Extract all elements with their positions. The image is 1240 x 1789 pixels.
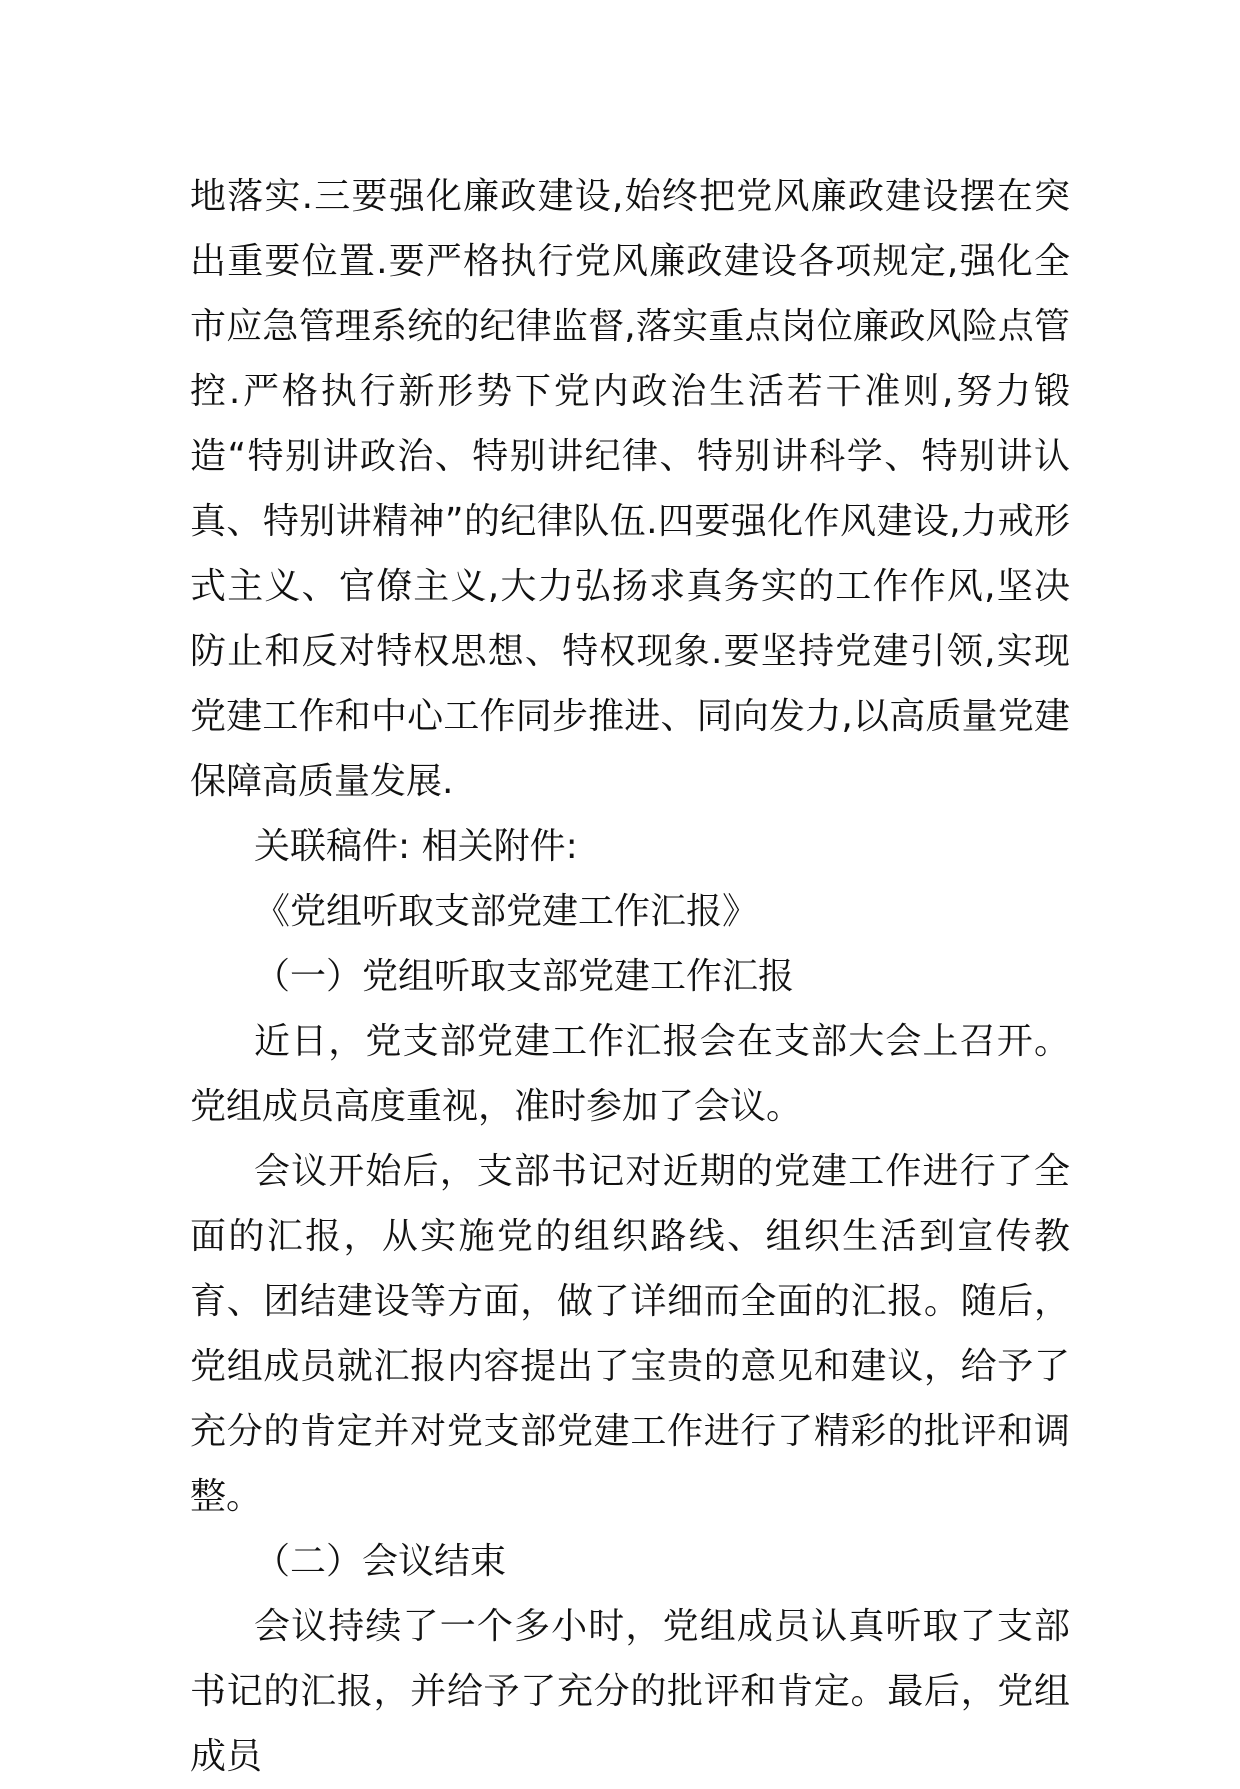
document-body bbox=[190, 164, 1070, 1789]
body-paragraph-1: 近日，党支部党建工作汇报会在支部大会上召开。党组成员高度重视，准时参加了会议。 bbox=[190, 1021, 1070, 1127]
section-heading-1: （一）党组听取支部党建工作汇报 bbox=[254, 956, 795, 997]
body-paragraph-intro: 地落实.三要强化廉政建设,始终把党风廉政建设摆在突出重要位置.要严格执行党风廉政建设各项规定,强化全市应急管理系统的纪律监督,落实重点岗位廉政风险点管控.严格执行新形势下党内政治生活若干准则,努力锻造“特别讲政治、特别讲纪律、特别讲科学、特别讲认真、特别讲精神”的纪律队伍.四要强化作风建设,力戒形式主义、官僚主义,大力弘扬求真务实的工作作风,坚决防止和反对特权思想、特权现象.要坚持党建引领,实现党建工作和中心工作同步推进、同向发力,以高质量党建保障高质量发展. bbox=[190, 176, 1070, 802]
section-heading-2: （二）会议结束 bbox=[254, 1541, 507, 1582]
body-paragraph-3: 会议持续了一个多小时，党组成员认真听取了支部书记的汇报，并给予了充分的批评和肯定。最后，党组成员 bbox=[190, 1606, 1070, 1777]
body-paragraph-2: 会议开始后，支部书记对近期的党建工作进行了全面的汇报，从实施党的组织路线、组织生活到宣传教育、团结建设等方面，做了详细而全面的汇报。随后，党组成员就汇报内容提出了宝贵的意见和建议，给予了充分的肯定并对党支部党建工作进行了精彩的批评和调整。 bbox=[190, 1151, 1070, 1517]
related-items-line: 关联稿件: 相关附件: bbox=[254, 826, 578, 867]
document-title: 《党组听取支部党建工作汇报》 bbox=[254, 891, 759, 932]
